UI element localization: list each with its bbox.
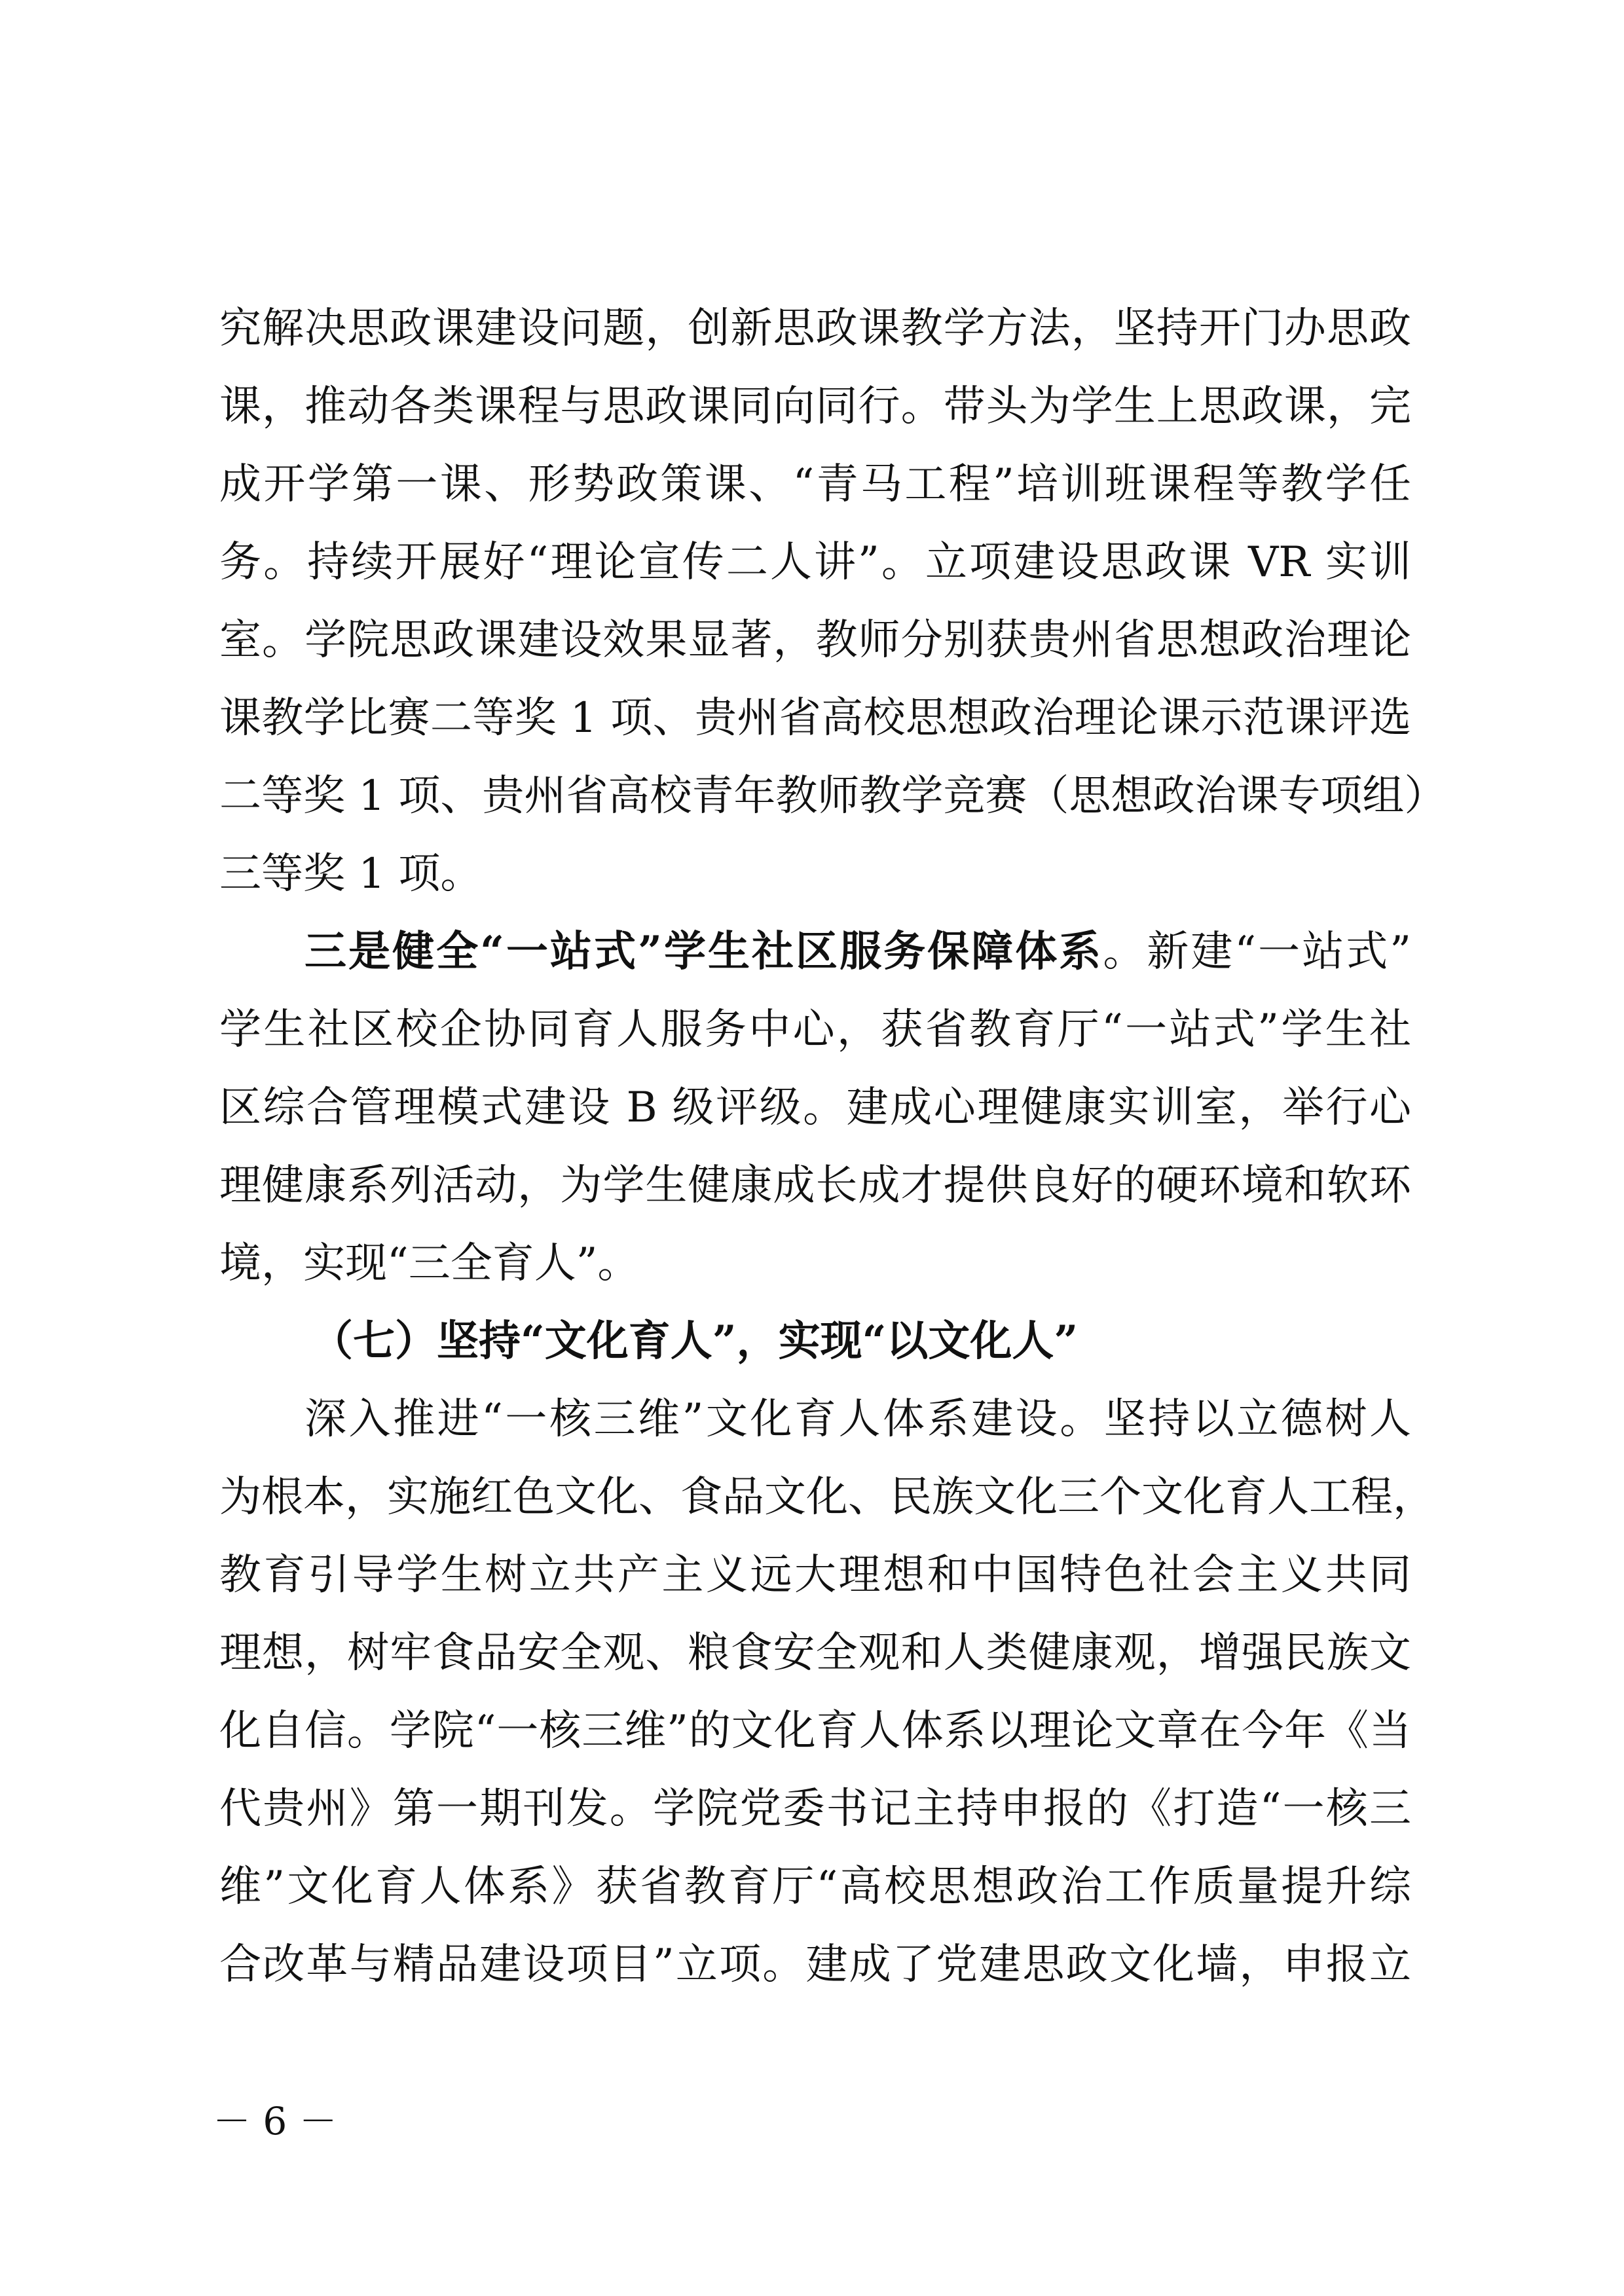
text-line: 境，实现“三全育人”。 bbox=[219, 1239, 640, 1288]
text-line: 课，推动各类课程与思政课同向同行。带头为学生上思政课，完 bbox=[219, 382, 1411, 431]
text-line: 理想，树牢食品安全观、粮食安全观和人类健康观，增强民族文 bbox=[219, 1629, 1411, 1677]
text-line: 室。学院思政课建设效果显著，教师分别获贵州省思想政治理论 bbox=[219, 616, 1411, 665]
text-line: 学生社区校企协同育人服务中心，获省教育厅“一站式”学生社 bbox=[219, 1006, 1411, 1054]
page-number: － 6 － bbox=[213, 2099, 337, 2143]
text-line: 理健康系列活动，为学生健康成长成才提供良好的硬环境和软环 bbox=[219, 1161, 1411, 1210]
text-line: 代贵州》第一期刊发。学院党委书记主持申报的《打造“一核三 bbox=[219, 1785, 1411, 1833]
text-line: 维”文化育人体系》获省教育厅“高校思想政治工作质量提升综 bbox=[219, 1863, 1411, 1911]
text-line: 区综合管理模式建设 B 级评级。建成心理健康实训室，举行心 bbox=[219, 1084, 1411, 1132]
paragraph-lead-rest: 。新建“一站式” bbox=[1103, 928, 1412, 976]
text-line: 深入推进“一核三维”文化育人体系建设。坚持以立德树人 bbox=[304, 1395, 1411, 1444]
text-line: 化自信。学院“一核三维”的文化育人体系以理论文章在今年《当 bbox=[219, 1707, 1411, 1755]
paragraph-lead-line bbox=[304, 926, 1411, 978]
section-heading: （七）坚持“文化育人”，实现“以文化人” bbox=[311, 1317, 1079, 1366]
text-line: 务。持续开展好“理论宣传二人讲”。立项建设思政课 VR 实训 bbox=[219, 538, 1411, 587]
text-line: 教育引导学生树立共产主义远大理想和中国特色社会主义共同 bbox=[219, 1551, 1411, 1599]
text-line: 究解决思政课建设问题，创新思政课教学方法，坚持开门办思政 bbox=[219, 304, 1411, 353]
text-line: 合改革与精品建设项目”立项。建成了党建思政文化墙，申报立 bbox=[219, 1941, 1411, 1989]
text-line: 成开学第一课、形势政策课、“青马工程”培训班课程等教学任 bbox=[219, 460, 1411, 509]
text-line: 三等奖 1 项。 bbox=[219, 850, 483, 898]
text-line: 二等奖 1 项、贵州省高校青年教师教学竞赛（思想政治课专项组） bbox=[219, 772, 1447, 820]
text-line: 课教学比赛二等奖 1 项、贵州省高校思想政治理论课示范课评选 bbox=[219, 694, 1411, 742]
paragraph-lead-bold: 三是健全“一站式”学生社区服务保障体系 bbox=[304, 927, 1103, 976]
text-line: 为根本，实施红色文化、食品文化、民族文化三个文化育人工程， bbox=[219, 1473, 1435, 1522]
